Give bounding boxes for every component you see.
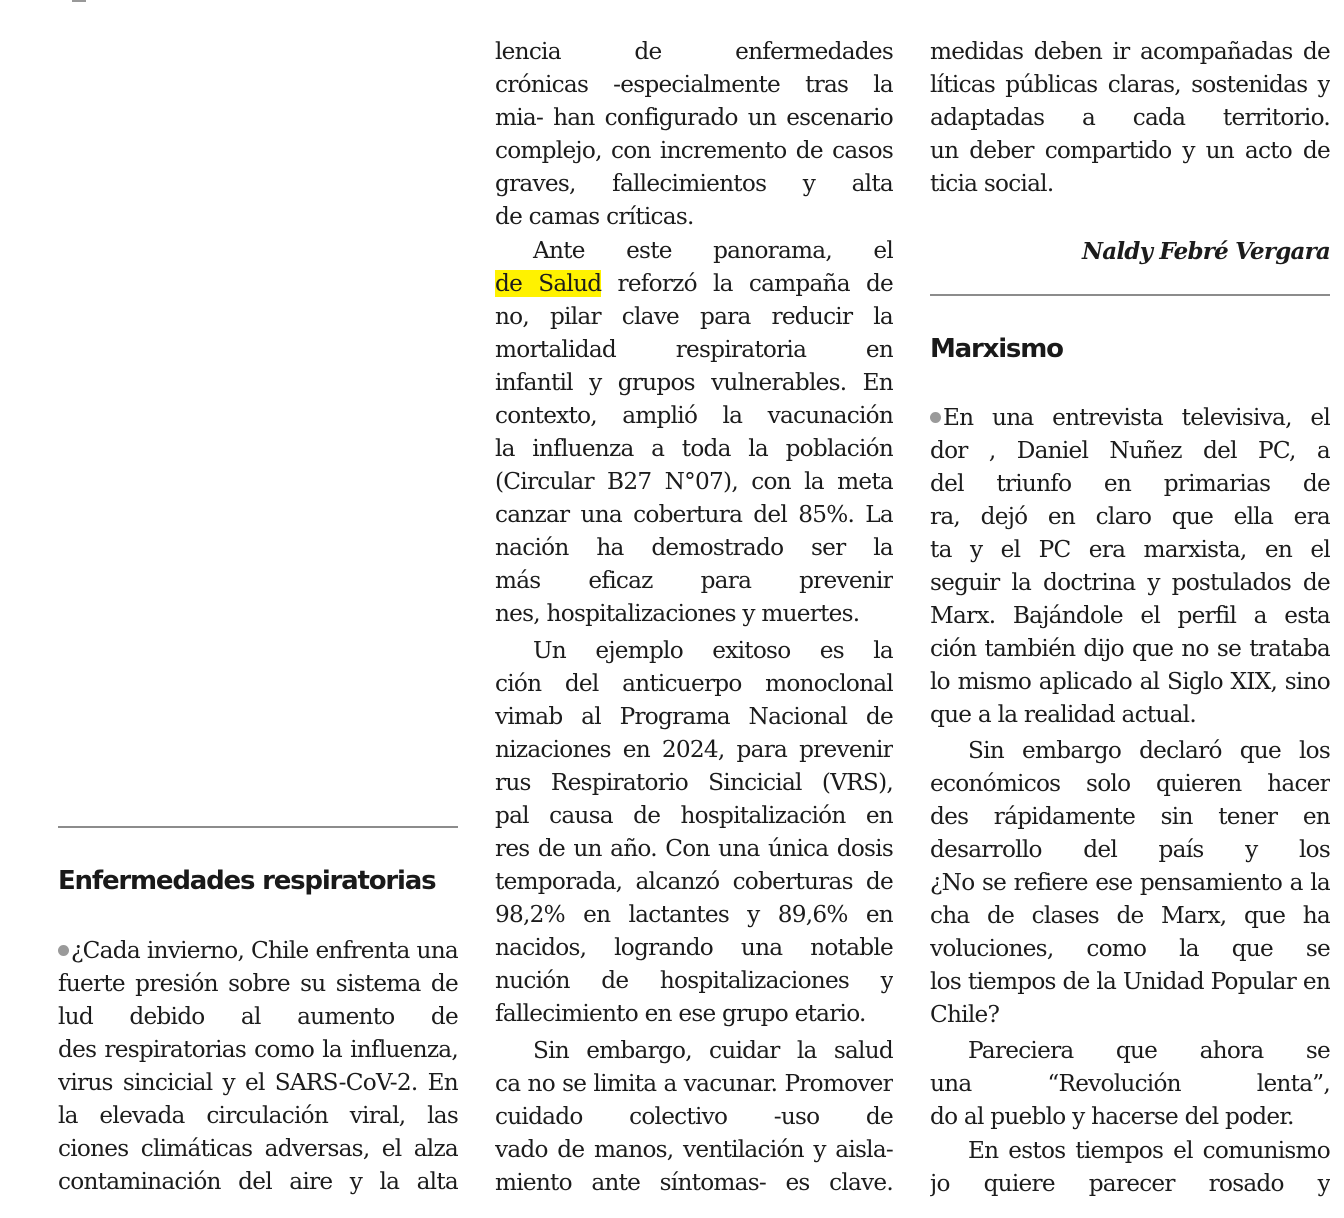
article-line: de camas críticas. <box>495 203 694 230</box>
bullet-icon <box>930 412 941 423</box>
article-line: los tiempos de la Unidad Popular en <box>930 968 1330 995</box>
article-line: mia- han configurado un escenario <box>495 104 893 131</box>
article-line: ticia social. <box>930 170 1054 197</box>
article-line: ción del anticuerpo monoclonal <box>495 670 893 697</box>
article-line: del triunfo en primarias de <box>930 470 1330 497</box>
article-line: voluciones, como la que se <box>930 935 1330 962</box>
section-divider <box>930 294 1330 296</box>
article-line: cuidado colectivo -uso de <box>495 1103 893 1130</box>
article-line: miento ante síntomas- es clave. <box>495 1169 893 1196</box>
article-line: nación ha demostrado ser la <box>495 534 893 561</box>
article-line: fallecimiento en ese grupo etario. <box>495 1000 866 1027</box>
article-line: líticas públicas claras, sostenidas y <box>930 71 1330 98</box>
article-line: ción también dijo que no se trataba <box>930 635 1330 662</box>
article-line: nacidos, logrando una notable <box>495 934 893 961</box>
article-title-respiratorias: Enfermedades respiratorias <box>58 866 436 896</box>
article-line: fuerte presión sobre su sistema de <box>58 970 458 997</box>
article-line: un deber compartido y un acto de <box>930 137 1330 164</box>
article-line: ¿No se refiere ese pensamiento a la <box>930 869 1330 896</box>
article-line: (Circular B27 N°07), con la meta <box>495 468 893 495</box>
article-line: Pareciera que ahora se <box>968 1037 1330 1064</box>
author-signature: Naldy Febré Vergara <box>1082 238 1330 265</box>
top-edge-mark <box>72 0 86 2</box>
article-line: res de un año. Con una única dosis <box>495 835 893 862</box>
article-line: rus Respiratorio Sincicial (VRS), <box>495 769 893 796</box>
article-line: 98,2% en lactantes y 89,6% en <box>495 901 893 928</box>
article-line: mortalidad respiratoria en <box>495 336 893 363</box>
article-line: contaminación del aire y la alta <box>58 1168 458 1195</box>
article-line: temporada, alcanzó coberturas de <box>495 868 893 895</box>
article-line: más eficaz para prevenir <box>495 567 893 594</box>
article-line: dor , Daniel Nuñez del PC, a <box>930 437 1330 464</box>
article-line: do al pueblo y hacerse del poder. <box>930 1103 1294 1130</box>
article-line: canzar una cobertura del 85%. La <box>495 501 893 528</box>
article-line: vado de manos, ventilación y aisla- <box>495 1136 893 1163</box>
article-line: contexto, amplió la vacunación <box>495 402 893 429</box>
article-line: jo quiere parecer rosado y <box>930 1170 1330 1197</box>
article-line: virus sincicial y el SARS-CoV-2. En <box>58 1069 458 1096</box>
article-line: des respiratorias como la influenza, <box>58 1036 458 1063</box>
article-line: En estos tiempos el comunismo <box>968 1137 1330 1164</box>
article-line: Sin embargo, cuidar la salud <box>533 1037 893 1064</box>
article-line: la influenza a toda la población <box>495 435 893 462</box>
article-line: pal causa de hospitalización en <box>495 802 893 829</box>
article-line: una “Revolución lenta”, <box>930 1070 1330 1097</box>
article-line: desarrollo del país y los <box>930 836 1330 863</box>
article-line: Marx. Bajándole el perfil a esta <box>930 602 1330 629</box>
article-line: vimab al Programa Nacional de <box>495 703 893 730</box>
article-line: des rápidamente sin tener en <box>930 803 1330 830</box>
article-line: lo mismo aplicado al Siglo XIX, sino <box>930 668 1330 695</box>
article-line: ra, dejó en claro que ella era <box>930 503 1330 530</box>
article-title-marxismo: Marxismo <box>930 334 1063 364</box>
article-line: de Salud reforzó la campaña de <box>495 270 893 297</box>
article-line: la elevada circulación viral, las <box>58 1102 458 1129</box>
article-line: nizaciones en 2024, para prevenir <box>495 736 893 763</box>
article-line: cha de clases de Marx, que ha <box>930 902 1330 929</box>
bullet-icon <box>58 945 69 956</box>
article-line: económicos solo quieren hacer <box>930 770 1330 797</box>
article-line: lencia de enfermedades <box>495 38 893 65</box>
article-line: Sin embargo declaró que los <box>968 737 1330 764</box>
article-line: seguir la doctrina y postulados de <box>930 569 1330 596</box>
article-line: lud debido al aumento de <box>58 1003 458 1030</box>
article-line: complejo, con incremento de casos <box>495 137 893 164</box>
article-line: no, pilar clave para reducir la <box>495 303 893 330</box>
article-line: que a la realidad actual. <box>930 701 1196 728</box>
article-line: ca no se limita a vacunar. Promover <box>495 1070 893 1097</box>
article-line: ¿Cada invierno, Chile enfrenta una <box>58 934 458 967</box>
article-line: ta y el PC era marxista, en el <box>930 536 1330 563</box>
article-line: adaptadas a cada territorio. <box>930 104 1330 131</box>
article-line: graves, fallecimientos y alta <box>495 170 893 197</box>
article-line: En una entrevista televisiva, el <box>930 401 1330 434</box>
article-line: Chile? <box>930 1001 1000 1028</box>
article-line: Ante este panorama, el <box>495 234 893 267</box>
article-line: nes, hospitalizaciones y muertes. <box>495 600 860 627</box>
article-line: Un ejemplo exitoso es la <box>533 637 893 664</box>
highlighted-text: de Salud <box>495 270 602 297</box>
article-line: ciones climáticas adversas, el alza <box>58 1135 458 1162</box>
article-line: infantil y grupos vulnerables. En <box>495 369 893 396</box>
section-divider <box>58 826 458 828</box>
article-line: crónicas -especialmente tras la <box>495 71 893 98</box>
article-line: nución de hospitalizaciones y <box>495 967 893 994</box>
article-line: medidas deben ir acompañadas de <box>930 38 1330 65</box>
